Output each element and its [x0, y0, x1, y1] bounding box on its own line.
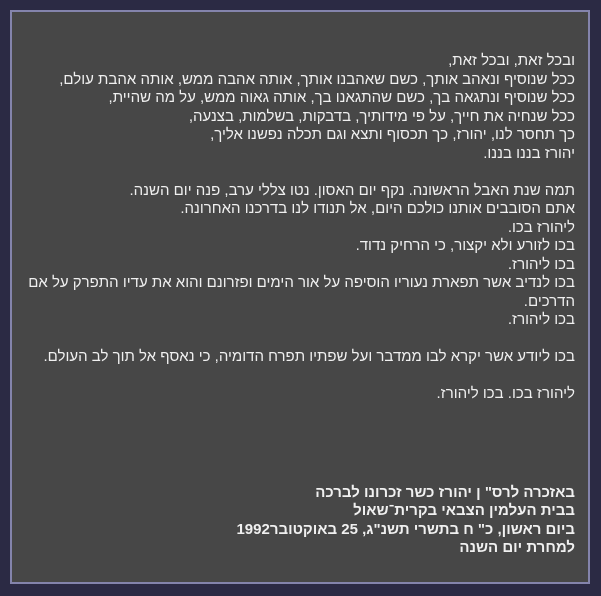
eulogy-stanza-3 — [16, 348, 575, 367]
footer-line: באזכרה לרס" ן יהורז כשר זכרונו לברכה — [315, 483, 575, 501]
text-line: אתם הסובבים אותנו כולכם היום, אל תנודו לנו בדרכנו האחרונה. — [180, 200, 575, 217]
text-line: כך תחסר לנו, יהורז, כך תכסוף ותצא וגם תכלה נפשנו אליך, — [210, 126, 575, 143]
eulogy-stanza-1 — [16, 52, 575, 163]
eulogy-stanza-4 — [16, 385, 575, 404]
text-line: ככל שנוסיף ונתגאה בך, כשם שהתגאנו בך, אותה גאוה ממש, על מה שהיית, — [108, 89, 575, 106]
text-line: בכו ליהורז. — [507, 255, 575, 273]
eulogy-text-page — [10, 10, 590, 584]
text-line: תמה שנת האבל הראשונה. נקף יום האסון. נטו צללי ערב, פנה יום השנה. — [129, 181, 575, 199]
text-line: ככל שנחיה את חייך, על פי מידותיך, בדבקות, בשלמות, בצנעה, — [188, 107, 575, 125]
text-line: בכו ליהורז. — [507, 311, 575, 328]
text-line: בכו ליודע אשר יקרא לבו ממדבר ועל שפתיו תפרח הדומיה, כי נאסף אל תוך לב העולם. — [43, 348, 575, 365]
text-line: בכו לזורע ולא יקצור, כי הרחיק נדוד. — [355, 237, 575, 254]
text-line: ליהורז בכו. — [507, 218, 575, 236]
text-line: ובכל זאת, ובכל זאת, — [448, 52, 575, 69]
text-line: ככל שנוסיף ונאהב אותך, כשם שאהבנו אותך, אותה אהבה ממש, אותה אהבת עולם, — [59, 70, 575, 88]
footer-line: בבית העלמין הצבאי בקרית־שאול — [353, 502, 575, 519]
text-line: יהורז בננו בננו. — [483, 144, 575, 162]
footer-line: ביום ראשון, כ" ח בתשרי תשנ"ג, 25 באוקטובר1992 — [236, 520, 575, 538]
memorial-footer — [16, 484, 575, 558]
text-line: ליהורז בכו. בכו ליהורז. — [436, 385, 575, 402]
text-line: בכו לנדיב אשר תפארת נעוריו הוסיפה על אור הימים ופזרונם והוא את עדיו התפרק על אם — [28, 274, 575, 291]
footer-line: למחרת יום השנה — [459, 539, 575, 556]
eulogy-stanza-2 — [16, 182, 575, 330]
text-line: הדרכים. — [523, 292, 575, 310]
